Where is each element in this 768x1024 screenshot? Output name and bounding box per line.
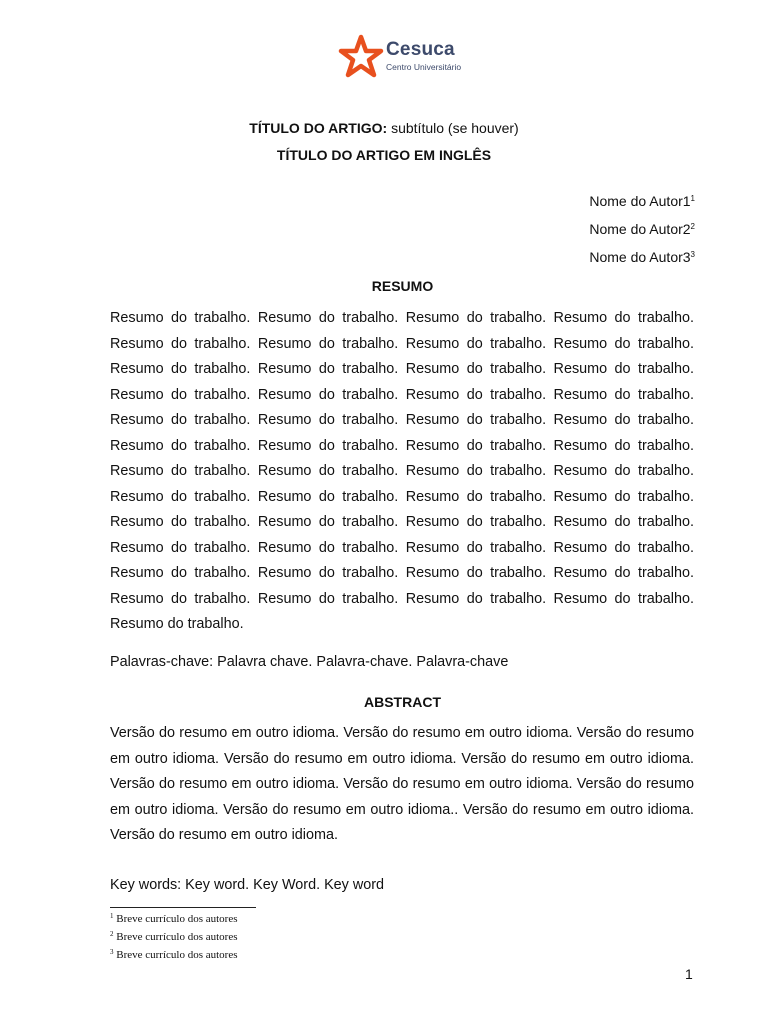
footnote-text: Breve currículo dos autores	[116, 949, 238, 961]
footnote-number: 1	[110, 912, 114, 920]
author-name: Nome do Autor2	[589, 221, 691, 237]
article-title-english: TÍTULO DO ARTIGO EM INGLÊS	[276, 147, 492, 163]
abstract-paragraph: Versão do resumo em outro idioma. Versão do resumo em outro idioma. Versão do resumo em outro idioma. Versão do resumo em outro idioma. Versão do resumo em outro idioma. Versão do resumo em outro idioma. Versão do resumo em outro idioma. Versão do resumo em outro idioma. Versão do resumo em outro idioma.. Versão do resumo em outro idioma. Versão do resumo em outro idioma.	[110, 725, 694, 843]
footnote-ref: 3	[690, 250, 695, 259]
resumo-heading: RESUMO	[371, 278, 434, 294]
author-name: Nome do Autor1	[589, 193, 691, 209]
footnote-number: 2	[110, 930, 114, 938]
title-label: TÍTULO DO ARTIGO:	[249, 120, 388, 136]
author-line	[589, 214, 695, 242]
footnote	[110, 945, 238, 963]
footnote	[110, 927, 238, 945]
page-number: 1	[685, 966, 693, 982]
resumo-paragraph: Resumo do trabalho. Resumo do trabalho. Resumo do trabalho. Resumo do trabalho. Resumo do trabalho. Resumo do trabalho. Resumo do trabalho. Resumo do trabalho. Resumo do trabalho. Resumo do trabalho. Resumo do trabalho. Resumo do trabalho. Resumo do trabalho. Resumo do trabalho. Resumo do trabalho. Resumo do trabalho. Resumo do trabalho. Resumo do trabalho. Resumo do trabalho. Resumo do trabalho. Resumo do trabalho. Resumo do trabalho. Resumo do trabalho. Resumo do trabalho. Resumo do trabalho. Resumo do trabalho. Resumo do trabalho. Resumo do trabalho. Resumo do trabalho. Resumo do trabalho. Resumo do trabalho. Resumo do trabalho. Resumo do trabalho. Resumo do trabalho. Resumo do trabalho. Resumo do trabalho. Resumo do trabalho. Resumo do trabalho. Resumo do trabalho. Resumo do trabalho. Resumo do trabalho. Resumo do trabalho. Resumo do trabalho. Resumo do trabalho. Resumo do trabalho. Resumo do trabalho. Resumo do trabalho. Resumo do trabalho. Resumo do trabalho.	[110, 310, 694, 632]
logo-subtitle: Centro Universitário	[386, 62, 462, 72]
article-title	[0, 120, 768, 136]
footnote-text: Breve currículo dos autores	[116, 913, 238, 925]
footnote-number: 3	[110, 948, 114, 956]
footnote	[110, 909, 238, 927]
cesuca-logo	[338, 34, 478, 78]
author-line	[589, 242, 695, 270]
author-line	[589, 186, 695, 214]
resumo-keywords: Palavras-chave: Palavra chave. Palavra-chave. Palavra-chave	[110, 654, 509, 670]
footnote-text: Breve currículo dos autores	[116, 931, 238, 943]
star-icon	[338, 34, 384, 78]
footnote-ref: 1	[690, 194, 695, 203]
author-list	[589, 186, 695, 270]
abstract-heading: ABSTRACT	[364, 694, 441, 710]
author-name: Nome do Autor3	[589, 249, 691, 265]
logo-name: Cesuca	[386, 39, 455, 60]
footnote-ref: 2	[690, 222, 695, 231]
title-subtitle: subtítulo (se houver)	[391, 120, 519, 136]
abstract-keywords: Key words: Key word. Key Word. Key word	[110, 877, 385, 893]
footnote-divider	[110, 907, 256, 908]
footnotes	[110, 909, 238, 963]
